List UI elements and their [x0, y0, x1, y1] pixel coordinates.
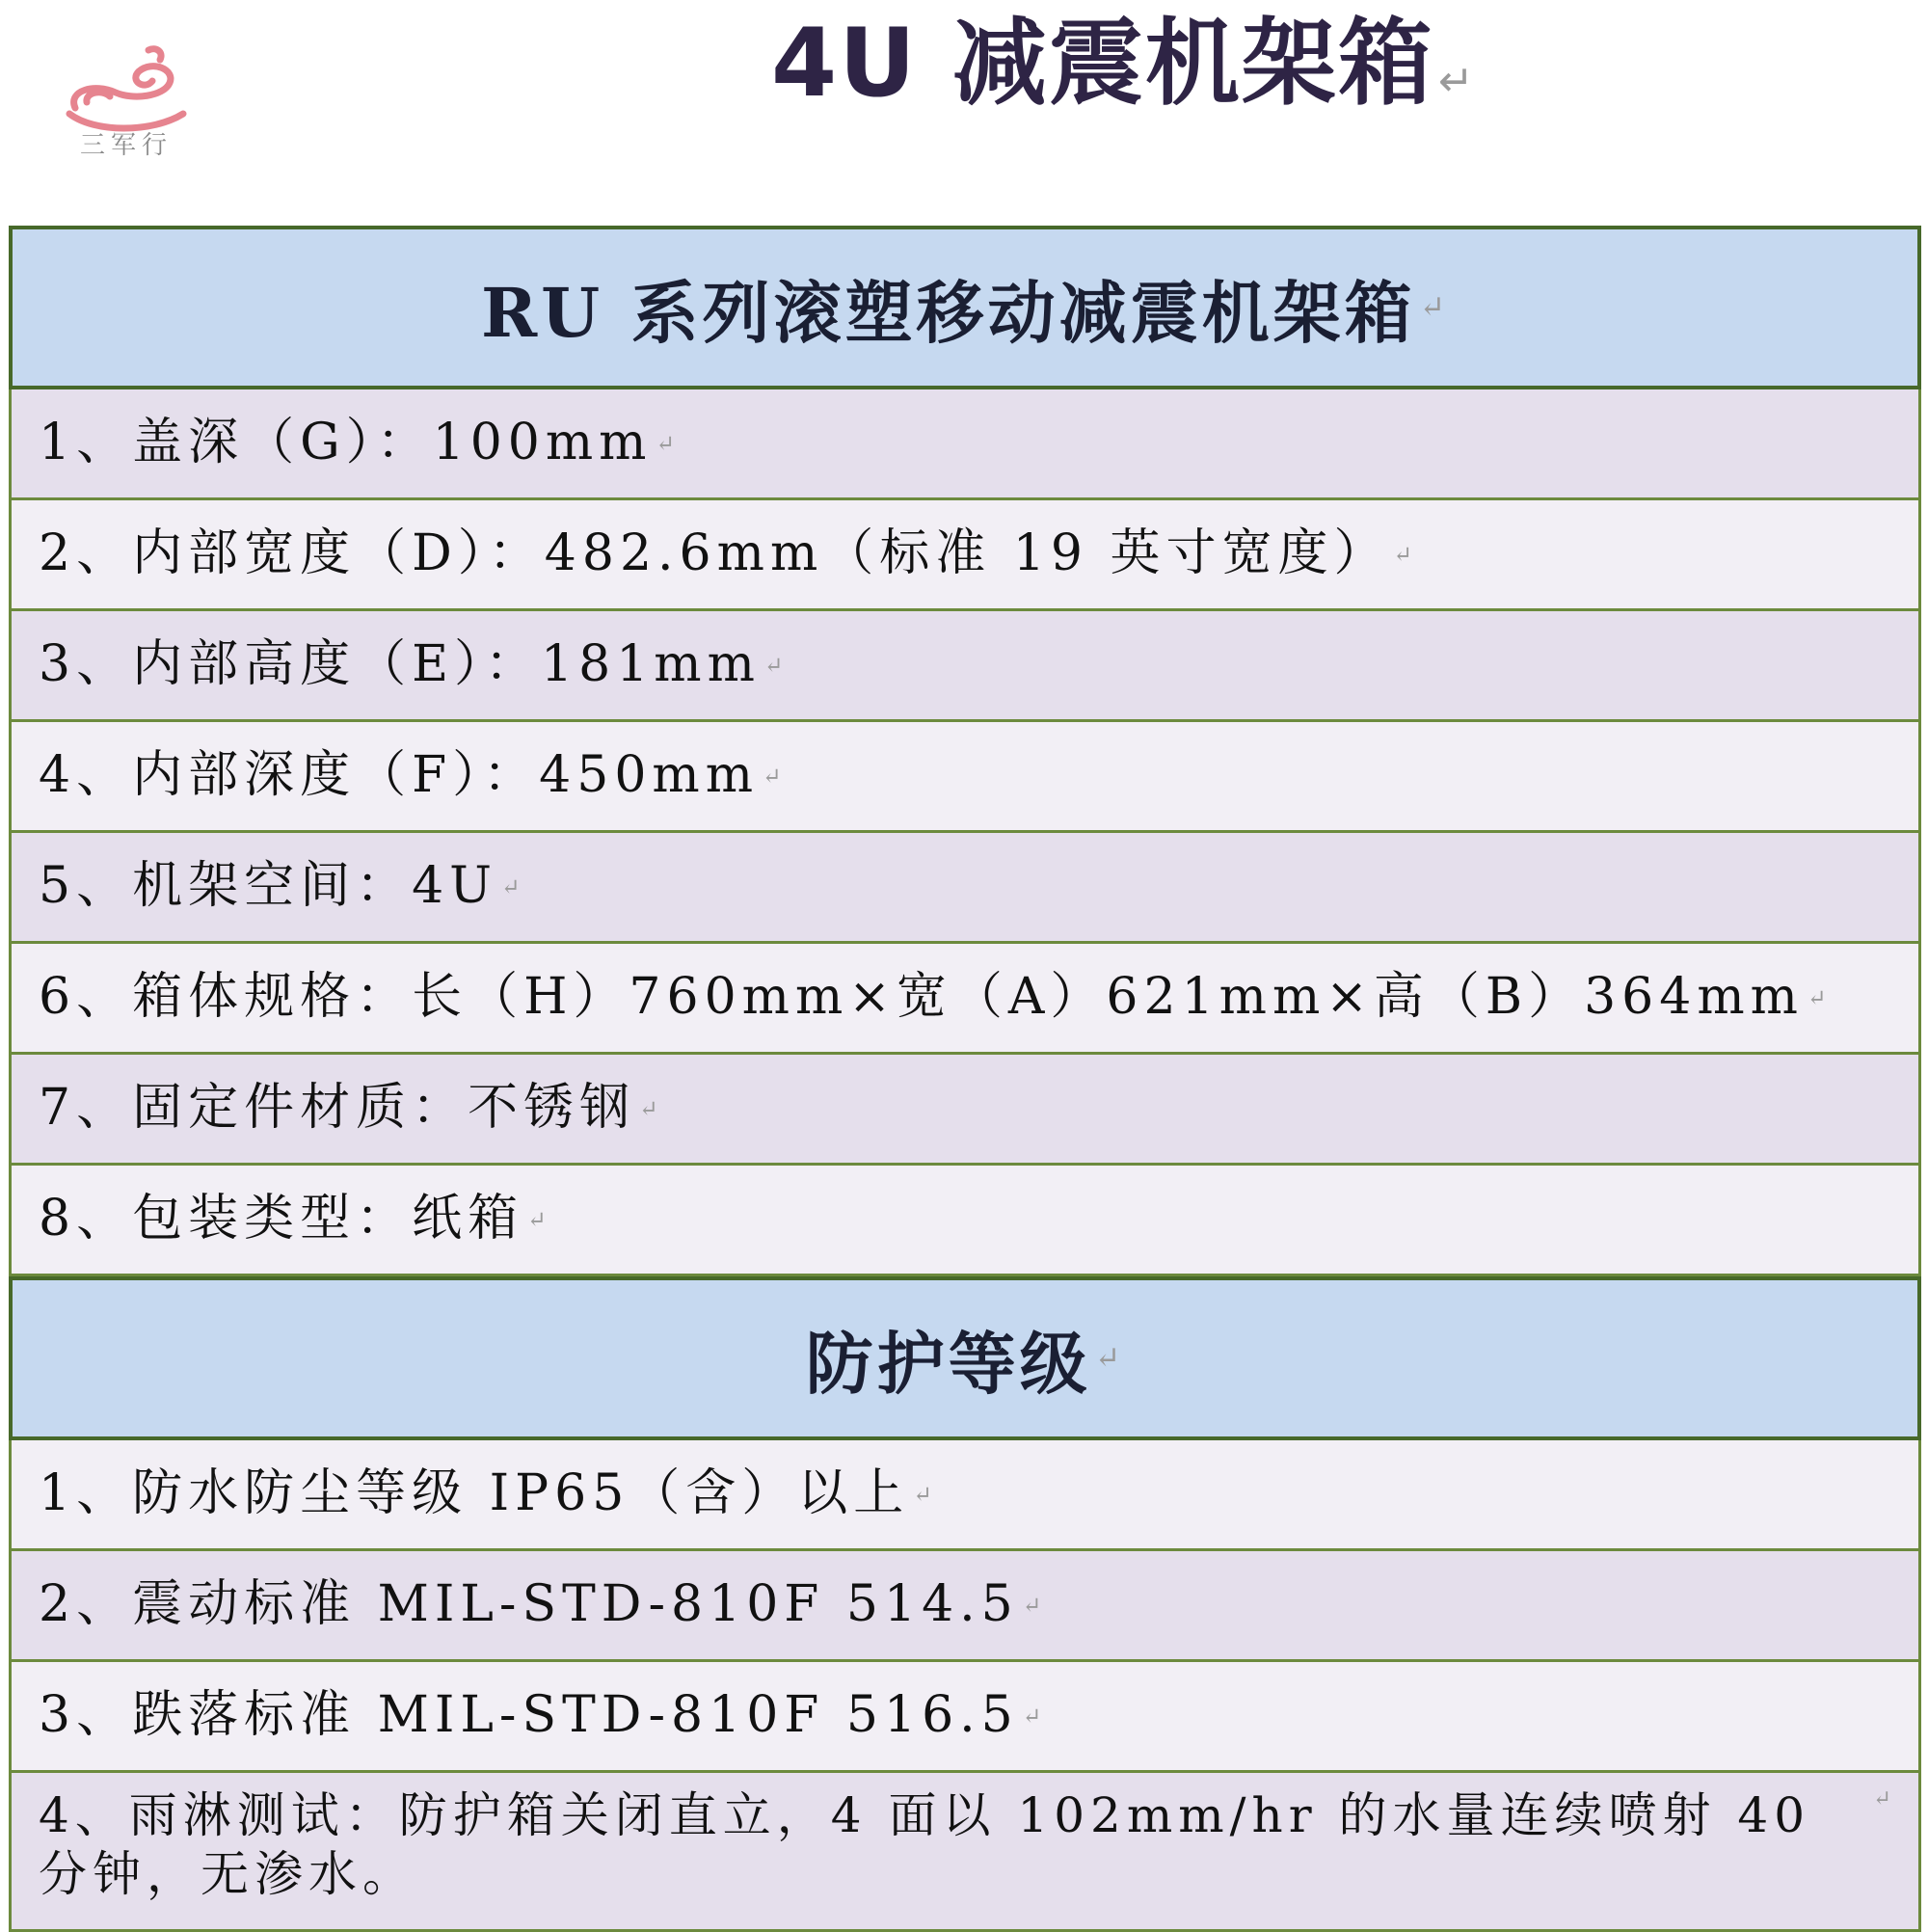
page-title-text: 4U 减震机架箱 — [771, 9, 1434, 119]
spec-text: 2、内部宽度（D）：482.6mm（标准 19 英寸宽度） — [39, 524, 1390, 583]
spec-row — [9, 1551, 1921, 1662]
paragraph-mark: ↵ — [656, 429, 682, 457]
spec-text: 4、内部深度（F）：450mm — [39, 746, 760, 805]
paragraph-mark: ↵ — [501, 872, 526, 900]
spec-text: 6、箱体规格：长（H）760mm×宽（A）621mm×高（B）364mm — [39, 968, 1804, 1027]
paragraph-mark: ↵ — [527, 1205, 552, 1233]
section-header-protection — [9, 1276, 1921, 1440]
spec-row — [9, 1166, 1921, 1276]
section-title: 防护等级 — [805, 1323, 1091, 1404]
spec-row — [9, 944, 1921, 1055]
paragraph-mark: ↵ — [913, 1480, 938, 1508]
paragraph-mark: ↵ — [1807, 983, 1833, 1011]
spec-text: 1、盖深（G）：100mm — [39, 414, 653, 472]
spec-text: 7、固定件材质：不锈钢 — [39, 1079, 636, 1138]
spec-row — [9, 1440, 1921, 1551]
spec-text: 5、机架空间：4U — [39, 857, 497, 916]
spec-table — [9, 226, 1921, 1932]
paragraph-mark: ↵ — [1873, 1786, 1897, 1811]
paragraph-mark: ↵ — [1094, 1341, 1125, 1376]
spec-row — [9, 1662, 1921, 1773]
paragraph-mark: ↵ — [1022, 1591, 1048, 1619]
section-title: RU 系列滚塑移动减震机架箱 — [481, 272, 1416, 353]
spec-text: 4、雨淋测试：防护箱关闭直立，4 面以 102mm/hr 的水量连续喷射 40 分钟，无渗水。 — [39, 1787, 1811, 1902]
logo-text: 三军行 — [79, 131, 173, 160]
paragraph-mark: ↵ — [639, 1094, 664, 1122]
paragraph-mark: ↵ — [763, 651, 790, 679]
spec-row — [9, 611, 1921, 722]
spec-row — [9, 1055, 1921, 1166]
paragraph-mark: ↵ — [1437, 57, 1476, 106]
spec-row — [9, 833, 1921, 944]
paragraph-mark: ↵ — [1419, 290, 1449, 325]
spec-text: 8、包装类型：纸箱 — [39, 1190, 524, 1248]
spec-row — [9, 722, 1921, 833]
spec-text: 2、震动标准 MIL-STD-810F 514.5 — [39, 1575, 1019, 1634]
spec-row — [9, 500, 1921, 611]
page-title — [771, 6, 1476, 140]
paragraph-mark: ↵ — [1393, 540, 1419, 568]
spec-text: 1、防水防尘等级 IP65（含）以上 — [39, 1464, 910, 1523]
spec-row — [9, 1773, 1921, 1932]
paragraph-mark: ↵ — [763, 762, 788, 790]
spec-row — [9, 389, 1921, 500]
spec-text: 3、跌落标准 MIL-STD-810F 516.5 — [39, 1686, 1019, 1745]
section-header-series — [9, 226, 1921, 389]
spec-text: 3、内部高度（E）：181mm — [39, 635, 761, 694]
paragraph-mark: ↵ — [1022, 1702, 1048, 1730]
